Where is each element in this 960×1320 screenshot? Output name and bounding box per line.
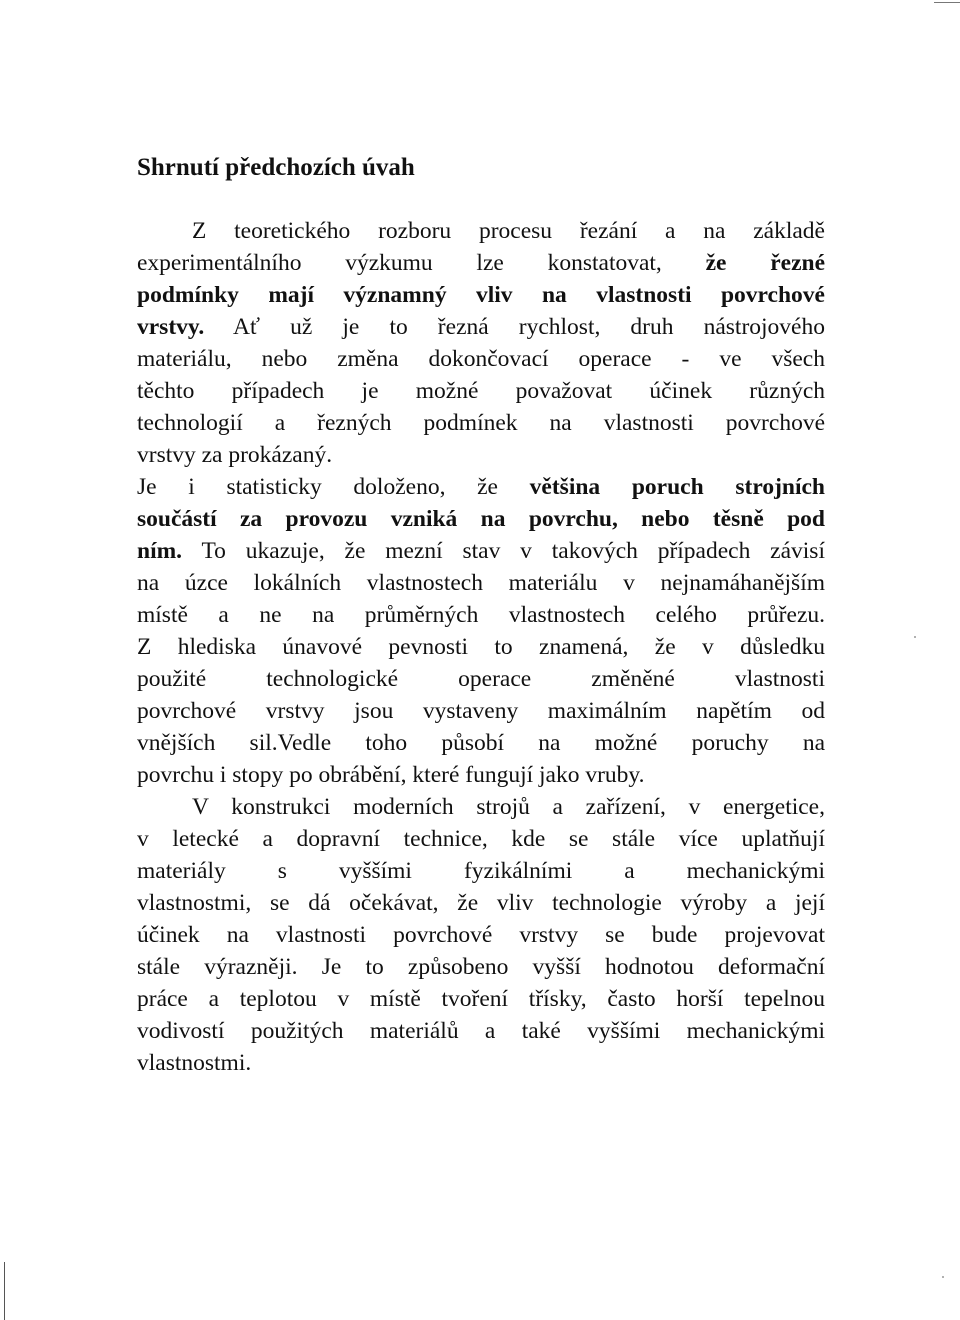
text-run: místě a ne na průměrných vlastnostech celého průřezu. xyxy=(137,602,825,628)
text-line xyxy=(137,727,825,759)
text-line xyxy=(137,407,825,439)
text-line xyxy=(137,887,825,919)
text-run: práce a teplotou v místě tvoření třísky, často horší tepelnou xyxy=(137,986,825,1012)
text-run: stále výrazněji. Je to způsobeno vyšší hodnotou deformační xyxy=(137,954,825,980)
text-run: vodivostí použitých materiálů a také vyššími mechanickými xyxy=(137,1018,825,1044)
text-run: technologií a řezných podmínek na vlastnosti povrchové xyxy=(137,410,825,436)
scan-edge-mark xyxy=(4,1262,5,1320)
text-line xyxy=(137,695,825,727)
text-line xyxy=(137,567,825,599)
text-line xyxy=(137,599,825,631)
scan-speck xyxy=(914,636,916,638)
bold-text-run: většina poruch strojních xyxy=(529,474,825,500)
text-run: To ukazuje, že mezní stav v takových případech závisí xyxy=(182,538,825,564)
text-run: vnějších sil.Vedle toho působí na možné poruchy na xyxy=(137,730,825,756)
text-run: vlastnostmi, se dá očekávat, že vliv technologie výroby a její xyxy=(137,890,825,916)
text-line xyxy=(137,919,825,951)
text-run: materiály s vyššími fyzikálními a mechanickými xyxy=(137,858,825,884)
bold-text-run: součástí za provozu vzniká na povrchu, nebo těsně pod xyxy=(137,506,825,532)
text-line xyxy=(137,535,825,567)
text-run: V konstrukci moderních strojů a zařízení, v energetice, xyxy=(192,794,825,820)
text-run: těchto případech je možné považovat účinek různých xyxy=(137,378,825,404)
text-line xyxy=(137,247,825,279)
text-line xyxy=(137,631,825,663)
text-run: Z hlediska únavové pevnosti to znamená, že v důsledku xyxy=(137,634,825,660)
body-text xyxy=(137,215,825,1079)
text-run: Ať už je to řezná rychlost, druh nástrojového xyxy=(204,314,825,340)
text-line xyxy=(137,439,825,471)
text-line xyxy=(137,759,825,791)
bold-text-run: podmínky mají významný vliv na vlastnosti povrchové xyxy=(137,282,825,308)
bold-text-run: vrstvy. xyxy=(137,314,205,340)
section-heading: Shrnutí předchozích úvah xyxy=(137,154,415,181)
text-line xyxy=(137,279,825,311)
scan-edge-mark xyxy=(934,2,960,3)
text-line xyxy=(137,791,825,823)
bold-text-run: ním. xyxy=(137,538,183,564)
text-run: povrchu i stopy po obrábění, které fungují jako vruby. xyxy=(137,762,645,788)
text-run: Je i statisticky doloženo, že xyxy=(137,474,530,500)
text-line xyxy=(137,375,825,407)
text-run: materiálu, nebo změna dokončovací operace - ve všech xyxy=(137,346,825,372)
text-run: použité technologické operace změněné vlastnosti xyxy=(137,666,825,692)
text-line xyxy=(137,951,825,983)
text-run: na úzce lokálních vlastnostech materiálu v nejnamáhanějším xyxy=(137,570,825,596)
text-line xyxy=(137,1015,825,1047)
text-run: vlastnostmi. xyxy=(137,1050,252,1076)
text-run: Z teoretického rozboru procesu řezání a na základě xyxy=(192,218,825,244)
text-line xyxy=(137,855,825,887)
text-line xyxy=(137,503,825,535)
text-run: účinek na vlastnosti povrchové vrstvy se bude projevovat xyxy=(137,922,825,948)
text-line xyxy=(137,215,825,247)
text-line xyxy=(137,663,825,695)
text-line xyxy=(137,311,825,343)
text-line xyxy=(137,823,825,855)
text-line xyxy=(137,471,825,503)
text-run: vrstvy za prokázaný. xyxy=(137,442,333,468)
text-line xyxy=(137,983,825,1015)
bold-text-run: že řezné xyxy=(705,250,825,276)
scan-speck xyxy=(942,1276,944,1278)
text-run: povrchové vrstvy jsou vystaveny maximálním napětím od xyxy=(137,698,825,724)
text-run: experimentálního výzkumu lze konstatovat, xyxy=(137,250,706,276)
text-line xyxy=(137,1047,825,1079)
text-line xyxy=(137,343,825,375)
text-run: v letecké a dopravní technice, kde se stále více uplatňují xyxy=(137,826,825,852)
